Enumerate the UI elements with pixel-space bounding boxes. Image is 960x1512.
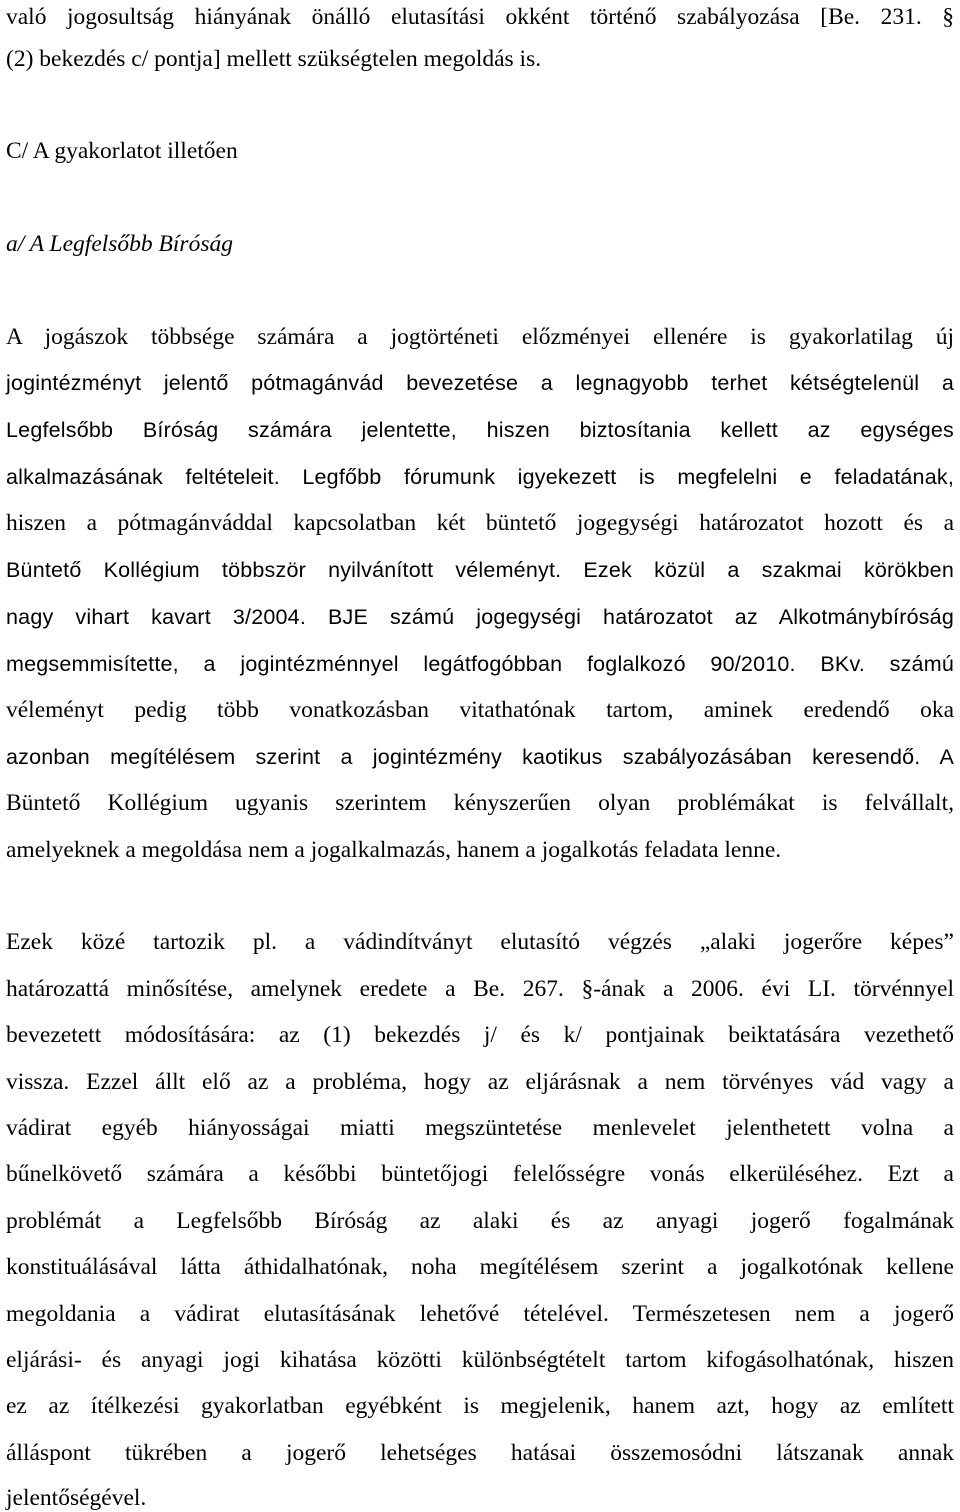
- text-line: határozattá minősítése, amelynek eredete a Be. 267. §-ának a 2006. évi LI. törvénnyel: [6, 976, 954, 1002]
- text-line: eljárási- és anyagi jogi kihatása közötti különbségtételt tartom kifogásolhatónak, hiszen: [6, 1347, 954, 1373]
- text-line: hiszen a pótmagánváddal kapcsolatban két büntető jogegységi határozatot hozott és a: [6, 510, 954, 536]
- text-line: konstituálásával látta áthidalhatónak, noha megítélésem szerint a jogalkotónak kellene: [6, 1254, 954, 1280]
- text-line: véleményt pedig több vonatkozásban vitathatónak tartom, aminek eredendő oka: [6, 697, 954, 723]
- text-line: való jogosultság hiányának önálló elutasítási okként történő szabályozása [Be. 231. §: [6, 4, 954, 30]
- text-line: Ezek közé tartozik pl. a vádindítványt elutasító végzés „alaki jogerőre képes”: [6, 929, 954, 955]
- text-line: vissza. Ezzel állt elő az a probléma, hogy az eljárásnak a nem törvényes vád vagy a: [6, 1069, 954, 1095]
- text-line: álláspont tükrében a jogerő lehetséges hatásai összemosódni látszanak annak: [6, 1440, 954, 1466]
- section-heading-c: C/ A gyakorlatot illetően: [6, 138, 238, 164]
- text-line: vádirat egyéb hiányosságai miatti megszüntetése menlevelet jelenthetett volna a: [6, 1115, 954, 1141]
- section-heading-a: a/ A Legfelsőbb Bíróság: [6, 231, 233, 257]
- text-line: amelyeknek a megoldása nem a jogalkalmazás, hanem a jogalkotás feladata lenne.: [6, 837, 782, 863]
- text-line: azonban megítélésem szerint a jogintézmény kaotikus szabályozásában keresendő. A: [6, 745, 954, 769]
- text-line: Legfelsőbb Bíróság számára jelentette, hiszen biztosítania kellett az egységes: [6, 418, 954, 442]
- text-line: nagy vihart kavart 3/2004. BJE számú jogegységi határozatot az Alkotmánybíróság: [6, 605, 954, 629]
- text-line: ez az ítélkezési gyakorlatban egyébként is megjelenik, hanem azt, hogy az említett: [6, 1393, 954, 1419]
- text-line: alkalmazásának feltételeit. Legfőbb fórumunk igyekezett is megfelelni e feladatának,: [6, 465, 954, 489]
- text-line: problémát a Legfelsőbb Bíróság az alaki és az anyagi jogerő fogalmának: [6, 1208, 954, 1234]
- text-line: megoldania a vádirat elutasításának lehetővé tételével. Természetesen nem a jogerő: [6, 1301, 954, 1327]
- text-line: bűnelkövető számára a későbbi büntetőjogi felelősségre vonás elkerüléséhez. Ezt a: [6, 1161, 954, 1187]
- text-line: jogintézményt jelentő pótmagánvád bevezetése a legnagyobb terhet kétségtelenül a: [6, 371, 954, 395]
- text-line: A jogászok többsége számára a jogtörténeti előzményei ellenére is gyakorlatilag új: [6, 324, 954, 350]
- text-line: Büntető Kollégium ugyanis szerintem kényszerűen olyan problémákat is felvállalt,: [6, 790, 954, 816]
- text-line: (2) bekezdés c/ pontja] mellett szükségtelen megoldás is.: [6, 46, 542, 72]
- text-line: bevezetett módosítására: az (1) bekezdés j/ és k/ pontjainak beiktatására vezethető: [6, 1022, 954, 1048]
- text-line: megsemmisítette, a jogintézménnyel legátfogóbban foglalkozó 90/2010. BKv. számú: [6, 652, 954, 676]
- text-line: Büntető Kollégium többször nyilvánított véleményt. Ezek közül a szakmai körökben: [6, 558, 954, 582]
- text-line: jelentőségével.: [6, 1485, 147, 1511]
